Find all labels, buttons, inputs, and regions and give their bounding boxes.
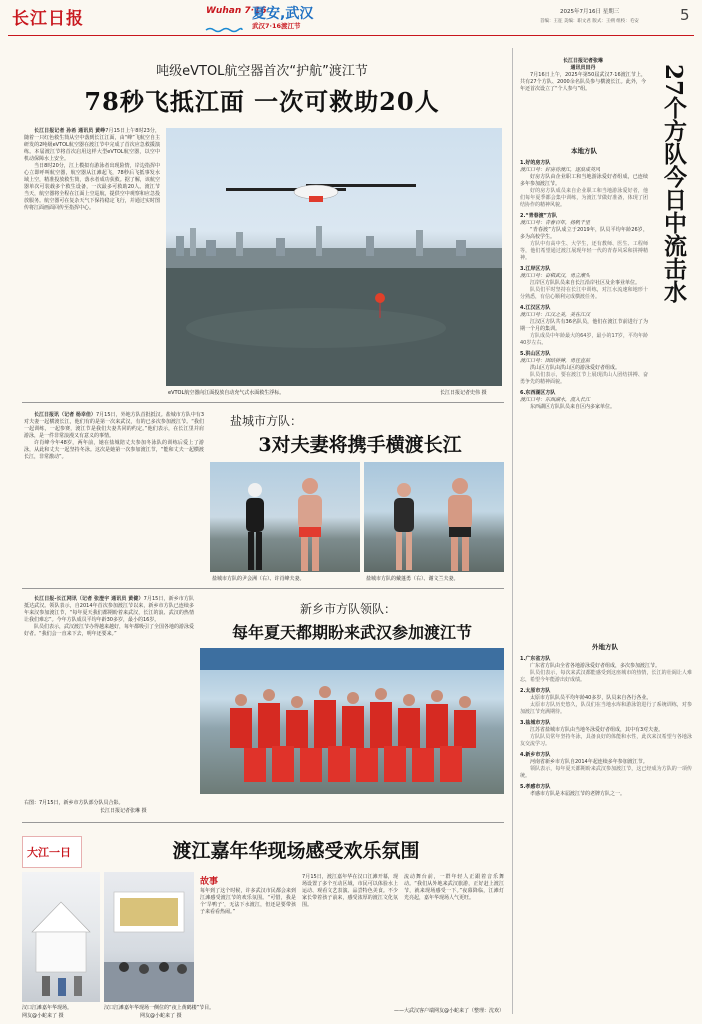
- story4-col3: 流动舞台前，一群年轻人正跟着音乐舞动。“我们从外地来武汉旅游，正好赶上渡江节，就来现场感受一下。”夜幕降临，江滩灯光亮起，嘉年华现场人气更旺。: [404, 874, 504, 901]
- outer-unit-3: 3.盐城市方队 江苏省盐城市方队由当地冬泳爱好者组成，其中有3对夫妻。 方队队员常年坚持冬泳，具备良好的体能和水性，此次来汉希望与各地泳友交流学习。: [520, 720, 692, 747]
- story2-photo1: [210, 462, 360, 572]
- newspaper-logo: 长江日报: [12, 9, 84, 29]
- banner-title: 夏安,武汉: [252, 6, 314, 22]
- story1-text-left: [24, 128, 160, 388]
- local-unit-detail: 渡江口号：东西湖水，流入长江: [520, 397, 591, 403]
- story4-tag: 故事: [200, 877, 219, 887]
- local-unit-3: 3.江岸区方队 渡江口号：奋楫武汉，勇立潮头 江岸区方队队员来自长江沿岸社区及企事业单位。 队员们平时坚持在长江中训练，对江水流速和地形十分熟悉，有信心顺利完成横渡任务。: [520, 266, 648, 300]
- local-unit-1: 1.好的房方队 渡江口号：好房待渡江，逐浪成英风 好房方队由企业职工和当地游泳爱好者组成，已连续多年参加渡江节。 好的房方队成员来自企业职工和当地游泳爱好者，他们每年夏季都会集中训练，为渡江节做好准备，体现了团结协作的精神风貌。: [520, 160, 648, 208]
- outer-unit-name: 3.盐城市方队: [520, 720, 551, 726]
- story4-photo1: [22, 872, 100, 1002]
- page-number: 5: [680, 6, 690, 24]
- story1-photo-credit: 长江日报记者史伟 摄: [440, 390, 487, 396]
- local-unit-2: 2.“青春渡”方队 渡江口号：青春百年，扬帆千里 “青春渡”方队成立于2019年，队员平均年龄26岁，多为高校学生。 方队中有高中生、大学生，还有教师、医生、工程师等，他们希望通过渡江展现年轻一代的青春风采和拼搏精神。: [520, 213, 648, 261]
- outer-unit-1: 1.广东省方队 广东省方队由全省各地游泳爱好者组成，多次参加渡江节。 队员们表示，每次来武汉都能感受到这座城市的热情，长江的壮阔让人难忘，希望今年能游出好成绩。: [520, 656, 692, 683]
- divider-1: [22, 402, 504, 403]
- evtol-aircraft-icon: [226, 184, 416, 202]
- local-unit-name: 2.“青春渡”方队: [520, 213, 557, 219]
- local-unit-6: [520, 390, 648, 411]
- outer-unit-text: 广东省方队由全省各地游泳爱好者组成，多次参加渡江节。: [530, 663, 661, 669]
- story4-header: 大江一日: [27, 846, 71, 859]
- story3-text: [24, 596, 194, 780]
- outer-unit-4: 4.新乡市方队 河南省新乡市方队自2014年起连续多年参加渡江节。 领队表示，每年夏天都期盼来武汉参加渡江节，这已经成为方队的一项传统。: [520, 752, 692, 779]
- river-scene-svg: [166, 128, 502, 386]
- local-unit-detail: 渡江口号：青春百年，扬帆千里: [520, 220, 591, 226]
- sidebar-vertical-title: 27个方队今日中流击水: [660, 64, 687, 304]
- story1-body: 当日8时20分，江上模拟有游泳者出现险情，岸边指挥中心立即呼叫航空器，航空器从江滩起飞，78秒后飞抵事发水域上空，精准投放救生筒，落水者成功获救。据了解，该航空器单次可装载多个救生设备，一次最多可救助20人。渡江节当天，航空器将全程在江面上空巡航，提供空中观察和应急投放服务。航空器可在复杂天气下保持稳定飞行，并通过实时图传将江面画面回传至指挥中心。: [24, 163, 160, 211]
- team-group-icon: [230, 686, 476, 782]
- local-unit-text: 江汉区方队共有36名队员，他们在渡江节前进行了为期一个月的集训。: [520, 319, 648, 332]
- local-unit-detail: 渡江口号：好房待渡江，逐浪成英风: [520, 167, 601, 173]
- wave-icon: [206, 18, 242, 24]
- story2-body2: 许肖峰今年48岁，两年前，她在盐城陪丈夫参加冬泳队的训练后爱上了游泳，从此和丈夫一起坚持冬泳。这次是她第一次参加渡江节，“能和丈夫一起横渡长江，非常激动”。: [24, 440, 204, 460]
- story4-photo1-credit: 网友@小蛇来了 摄: [22, 1013, 64, 1019]
- story4-col1: 每年到了这个时候，许多武汉市民都会来到江滩感受渡江节的欢乐氛围。“可惜，我是个‘旱鸭子’，无法下水渡江，但还是要带孩子来看看热闹。”: [200, 888, 296, 915]
- sidebar-byline2: 通讯员田丹: [570, 65, 596, 71]
- story3-photo-credit: 长江日报记者张琳 摄: [100, 808, 147, 814]
- outer-unit-text: 江苏省盐城市方队由当地冬泳爱好者组成，其中有3对夫妻。: [530, 727, 664, 733]
- story1-lead: 7月15日上午8时23分，随着一只红色救生筒从空中落到长江江面，由“峰”飞航空自主研发的2吨级eVTOL航空器在渡江节中完成了首次应急救援演练。本届渡江节将首次启用这样大型eVTOL航空器，以空中机动保障水上安全。: [24, 128, 160, 162]
- story1-kicker: 吨级eVTOL航空器首次“护航”渡江节: [156, 64, 368, 79]
- divider-2: [22, 588, 504, 589]
- festival-script-logo: Wuhan 7·16: [206, 6, 267, 16]
- story2-photo2-caption: 盐城市方队的戴蓬勇（右）、谢文兰夫妻。: [366, 576, 459, 582]
- sidebar-lead-block: [520, 58, 646, 142]
- carnival-tent-icon: [32, 902, 90, 996]
- swimmer-couple-icon: [394, 478, 472, 571]
- local-unit-text: 洪山区方队由洪山区的游泳爱好者组成。: [530, 365, 621, 371]
- story1-headline: 78秒飞抵江面 一次可救助20人: [84, 87, 440, 116]
- local-header: 本地方队: [520, 146, 648, 155]
- stage-performance-icon: [104, 892, 194, 1002]
- local-unit-detail: 渡江口号：江汉之美，美在江汉: [520, 312, 591, 318]
- story3-photo-caption: 右图：7月15日，新乡市方队部分队员合影。: [24, 800, 124, 806]
- outer-unit-text: 河南省新乡市方队自2014年起连续多年参加渡江节。: [530, 759, 648, 765]
- local-unit-text: 好房方队由企业职工和当地游泳爱好者组成，已连续多年参加渡江节。: [520, 174, 648, 187]
- local-unit-name: 5.洪山区方队: [520, 351, 551, 357]
- divider-3: [22, 822, 504, 823]
- outer-unit-2: 2.太原市方队 太原市方队队员平均年龄40多岁，队员来自各行各业。 太原市方队历史悠久，队员们在当地水库和游泳馆进行了系统训练，对参加渡江节充满期待。: [520, 688, 692, 715]
- outer-unit-name: 4.新乡市方队: [520, 752, 551, 758]
- story1-byline: 长江日报记者 孙希 通讯员 黄峥: [34, 128, 106, 134]
- story2-photo2: [364, 462, 504, 572]
- story4-author: ——大武汉客户端网友@小蛇来了（整理：沈欢）: [393, 1008, 504, 1014]
- story3-body: 7月15日，新乡市方队抵达武汉。领队表示，自2014年首次参加渡江节以来，新乡市方队已连续多年来汉参加渡江节，“每年夏天我们都期盼着来武汉，长江的浪、武汉的热情让我们难忘”。今年方队成员平均年龄30多岁，最小的16岁。: [24, 596, 194, 623]
- story2-kicker: 盐城市方队：: [230, 414, 303, 428]
- local-unit-name: 3.江岸区方队: [520, 266, 551, 272]
- story3-headline: 每年夏天都期盼来武汉参加渡江节: [231, 623, 472, 642]
- story4-photo2-caption: 汉口江滩嘉年华现场一侧位的“夜上黄鹤楼”节目。: [104, 1005, 215, 1011]
- local-unit-detail: 渡江口号：奋楫武汉，勇立潮头: [520, 273, 591, 279]
- swimmer-figure-icon: [246, 478, 322, 571]
- sidebar-byline: 长江日报记者张琳: [562, 58, 603, 64]
- sidebar-lead: 7月16日上午，2025年第50届武汉7·16渡江节上，共有27个方队、2000余名队员参与横渡长江。此外，今年还首次设立了“个人参与”组。: [520, 72, 646, 92]
- story4-header-badge: [22, 836, 82, 868]
- story4-photo2-credit: 网友@小蛇来了 摄: [140, 1013, 182, 1019]
- story2-body: 7月15日，外地方队首批抵汉。盐城市方队中有3对夫妻一起横渡长江，他们有的是第一次来武汉，有的已多次参加渡江节。“我们一起训练，一起参赛，渡江节是我们夫妻共同的约定。”他们表示，在长江里并肩游泳，是一件非常浪漫又有意义的事情。: [24, 412, 204, 439]
- local-unit-name: 4.江汉区方队: [520, 305, 551, 311]
- story4-col2: 7月15日，渡江嘉年华在汉口江滩开幕，现场设置了多个互动区域，市民可以体验水上运动、观看文艺表演、品尝特色美食。不少家长带着孩子前来，感受浓厚的渡江文化氛围。: [302, 874, 398, 908]
- story2-photo1-caption: 盐城市方队的尹会洲（右）、许肖峰夫妻。: [212, 576, 305, 582]
- outer-units-list: [520, 656, 692, 1018]
- story3-byline: 长江日报-长江网讯（记者 张澄宇 通讯员 黄健）: [34, 596, 144, 602]
- story3-photo: [200, 648, 504, 794]
- story3-kicker: 新乡市方队领队：: [300, 602, 397, 616]
- editor-line: 首编：王征 美编：职文君 版式：王朔 组校：毛安: [540, 19, 639, 24]
- story4-photo1-caption: 汉口江滩嘉年华现场。: [22, 1005, 73, 1011]
- local-unit-5: 5.洪山区方队 渡江口号：团结拼搏，勇往直前 洪山区方队由洪山区的游泳爱好者组成。 队员们表示，要在渡江节上展现洪山人团结拼搏、奋勇争先的精神面貌。: [520, 351, 648, 385]
- outer-unit-5: [520, 784, 692, 798]
- outer-unit-text: 太原市方队队员平均年龄40多岁，队员来自各行各业。: [530, 695, 652, 701]
- local-unit-name: 6.东西湖区方队: [520, 390, 556, 396]
- local-unit-text: 东西湖区方队队员来自区内多家单位。: [530, 404, 616, 410]
- local-unit-text: “青春渡”方队成立于2019年，队员平均年龄26岁，多为高校学生。: [520, 227, 648, 240]
- local-units-list: [520, 160, 648, 636]
- story2-byline: 长江日报讯（记者 杨幸佳）: [34, 412, 96, 418]
- story4-headline: 渡江嘉年华现场感受欢乐氛围: [172, 840, 420, 862]
- outer-unit-name: 5.孝感市方队: [520, 784, 551, 790]
- story1-photo-caption: eVTOL航空器向江面投放自动充气式水面救生浮标。: [168, 390, 285, 396]
- date-line: 2025年7月16日 星期三: [560, 9, 620, 15]
- masthead-rule: [8, 35, 694, 36]
- story1-photo: [166, 128, 502, 386]
- masthead: [0, 0, 702, 34]
- story3-body2: 队员们表示，武汉渡江节办得越来越好，每年都吸引了全国各地的游泳爱好者。“我们会一直来下去，明年还要来。”: [24, 624, 195, 637]
- outer-unit-name: 2.太原市方队: [520, 688, 551, 694]
- local-unit-text: 江岸区方队队员来自长江沿岸社区及企事业单位。: [530, 280, 641, 286]
- local-unit-name: 1.好的房方队: [520, 160, 551, 166]
- sidebar-divider: [512, 48, 513, 1014]
- outer-header: 外地方队: [520, 642, 690, 651]
- rescue-buoy-icon: [375, 293, 385, 303]
- story2-text: [24, 412, 204, 572]
- story2-headline: 3对夫妻将携手横渡长江: [258, 434, 462, 456]
- local-unit-detail: 渡江口号：团结拼搏，勇往直前: [520, 358, 591, 364]
- story4-photo2: [104, 872, 194, 1002]
- outer-unit-name: 1.广东省方队: [520, 656, 551, 662]
- local-unit-4: 4.江汉区方队 渡江口号：江汉之美，美在江汉 江汉区方队共有36名队员，他们在渡江节前进行了为期一个月的集训。 方队成员中年龄最大的64岁，最小的17岁，平均年龄40岁左右。: [520, 305, 648, 346]
- outer-unit-text: 孝感市方队是本届渡江节的老牌方队之一。: [530, 791, 626, 797]
- banner-subtitle: 武汉7·16渡江节: [252, 22, 301, 30]
